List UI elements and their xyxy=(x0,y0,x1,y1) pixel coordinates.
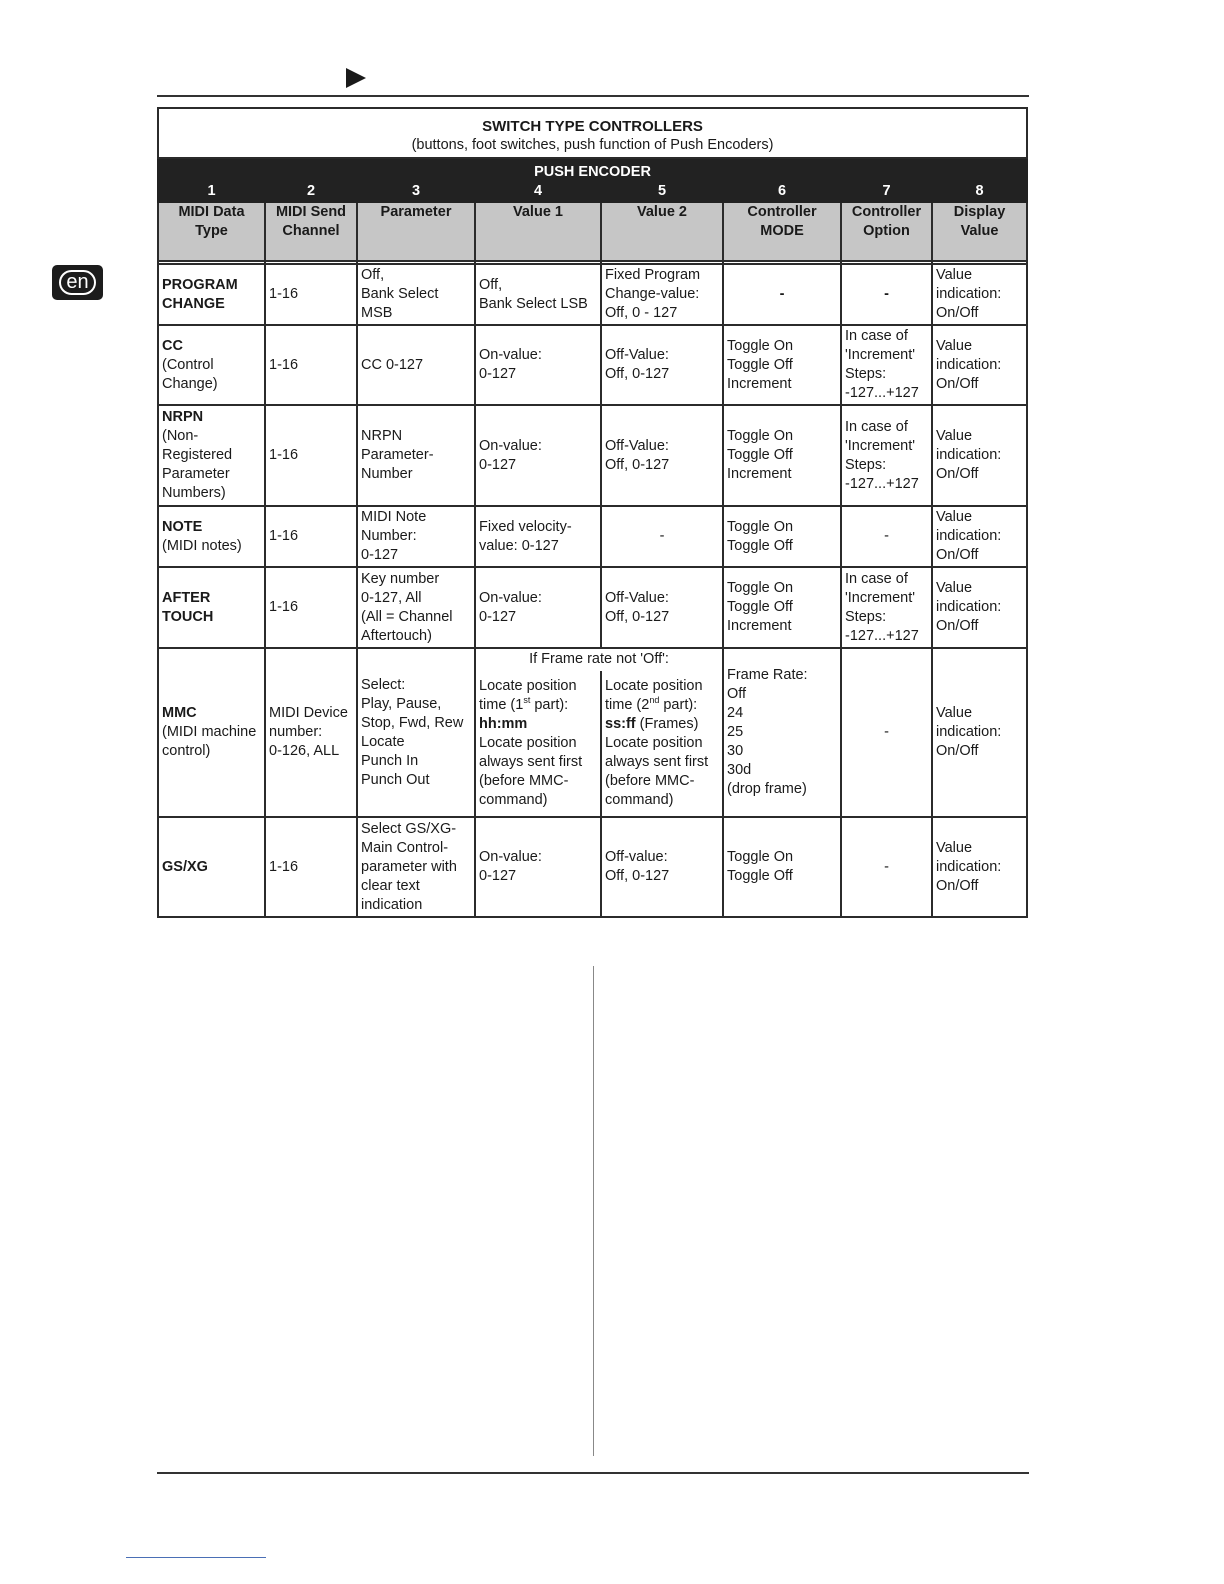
column-header-midi-data-type xyxy=(158,202,265,261)
footer-link-underline xyxy=(126,1557,266,1558)
cell-line: NOTE xyxy=(162,518,203,535)
cell-line: -127...+127 xyxy=(845,627,919,644)
cell-line: Parameter- xyxy=(361,447,434,463)
cell-line: (drop frame) xyxy=(727,781,807,797)
cell-line: NRPN xyxy=(361,428,403,444)
cell-line: Steps: xyxy=(845,456,887,473)
column-header-display-value xyxy=(932,202,1027,261)
cell-line: Off, 0-127 xyxy=(605,868,670,884)
cell-value-1 xyxy=(475,264,601,325)
cell-mode xyxy=(723,817,841,917)
cell-line: Toggle Off xyxy=(727,356,793,373)
column-number: 8 xyxy=(932,182,1027,202)
cell-line: hh:mm xyxy=(479,716,528,732)
column-divider xyxy=(593,966,594,1456)
cell-line: clear text xyxy=(361,877,420,894)
cell-line: control) xyxy=(162,743,211,759)
cell-type xyxy=(158,405,265,506)
table-row xyxy=(158,506,1027,567)
cell-line: Off-Value: xyxy=(605,589,669,606)
cell-line: Punch Out xyxy=(361,771,430,788)
cell-parameter xyxy=(357,405,475,506)
header-line: Option xyxy=(863,223,910,239)
cell-line: MSB xyxy=(361,305,393,321)
cell-option: - xyxy=(841,648,932,817)
cell-line: Toggle On xyxy=(727,428,794,444)
cell-line: Punch In xyxy=(361,752,419,769)
cell-line: Increment xyxy=(727,466,792,482)
table-row xyxy=(158,567,1027,648)
column-number: 2 xyxy=(265,182,357,202)
column-number: 1 xyxy=(158,182,265,202)
cell-line: Locate xyxy=(361,733,405,750)
cell-line: Aftertouch) xyxy=(361,627,432,644)
cell-channel: 1-16 xyxy=(265,817,357,917)
cell-line: On/Off xyxy=(936,466,979,482)
cell-display xyxy=(932,405,1027,506)
cell-mode xyxy=(723,506,841,567)
cell-line: Off xyxy=(727,686,747,702)
cell-mode xyxy=(723,325,841,405)
cell-line: Toggle Off xyxy=(727,599,793,615)
cell-line: 30d xyxy=(727,762,752,778)
cell-line: indication: xyxy=(936,528,1002,544)
cell-type xyxy=(158,648,265,817)
cell-line: Toggle On xyxy=(727,849,794,865)
table-row xyxy=(158,648,1027,671)
cell-line: Numbers) xyxy=(162,485,226,501)
section-arrow-icon xyxy=(346,68,366,88)
cell-line: ss:ff xyxy=(605,716,636,732)
cell-line: Fixed velocity- xyxy=(479,518,572,535)
cell-line: Value xyxy=(936,428,973,444)
cell-line: Value xyxy=(936,337,973,354)
cell-line: On/Off xyxy=(936,743,979,759)
column-header-value-2 xyxy=(601,202,723,261)
cell-value-2 xyxy=(601,671,723,817)
cell-line: 0-127 xyxy=(479,608,517,625)
cell-value-2 xyxy=(601,325,723,405)
cell-value-2 xyxy=(601,567,723,648)
cell-value-1 xyxy=(475,817,601,917)
column-number: 4 xyxy=(475,182,601,202)
cell-type xyxy=(158,325,265,405)
cell-line: indication: xyxy=(936,356,1002,373)
cell-line: - xyxy=(779,286,785,302)
cell-line: command) xyxy=(605,792,674,808)
cell-line: 0-127 xyxy=(361,547,399,563)
cell-line: part): xyxy=(659,697,698,713)
cell-line: 30 xyxy=(727,743,744,759)
column-number: 7 xyxy=(841,182,932,202)
cell-line: Locate position xyxy=(605,678,703,694)
cell-line: In case of xyxy=(845,570,908,587)
cell-mode xyxy=(723,264,841,325)
header-line: Controller xyxy=(851,204,922,220)
header-line: Type xyxy=(195,223,228,239)
cell-parameter xyxy=(357,817,475,917)
cell-line: 0-127 xyxy=(479,366,517,382)
column-number: 6 xyxy=(723,182,841,202)
cell-line: (MIDI machine xyxy=(162,724,257,740)
cell-display xyxy=(932,567,1027,648)
table-title: SWITCH TYPE CONTROLLERS xyxy=(482,118,703,135)
cell-line: Stop, Fwd, Rew xyxy=(361,714,464,731)
cell-line: Toggle On xyxy=(727,337,794,354)
cell-mode xyxy=(723,567,841,648)
cell-line: (MIDI notes) xyxy=(162,537,242,554)
cell-line: Off, xyxy=(361,267,385,283)
cell-line: 'Increment' xyxy=(845,347,916,363)
cell-line: -127...+127 xyxy=(845,475,919,492)
cell-line: (All = Channel xyxy=(361,608,453,625)
header-line: Display xyxy=(953,204,1006,220)
cell-line: On-value: xyxy=(479,589,542,606)
cell-line: (Non- xyxy=(162,428,199,444)
cell-display xyxy=(932,648,1027,817)
cell-line: Toggle Off xyxy=(727,447,793,463)
cell-line: indication: xyxy=(936,286,1002,302)
cell-line: MIDI Note xyxy=(361,509,427,525)
table-subtitle: (buttons, foot switches, push function of Push Encoders) xyxy=(411,137,774,153)
cell-line: 0-127, All xyxy=(361,589,422,606)
header-line: Value xyxy=(960,223,999,239)
cell-line: Increment xyxy=(727,375,792,392)
cell-line: On/Off xyxy=(936,305,979,321)
cell-type xyxy=(158,506,265,567)
cell-line: Play, Pause, xyxy=(361,695,442,712)
table-title-cell xyxy=(158,108,1027,158)
column-header-controller-option xyxy=(841,202,932,261)
cell-line: Parameter xyxy=(162,466,230,482)
header-line: Value 2 xyxy=(637,204,687,220)
superscript: st xyxy=(523,695,531,706)
cell-line: Off-Value: xyxy=(605,347,669,363)
cell-line: Locate position xyxy=(605,735,703,751)
cell-channel: 1-16 xyxy=(265,567,357,648)
superscript: nd xyxy=(649,695,660,706)
cell-value-2 xyxy=(601,264,723,325)
cell-line: On/Off xyxy=(936,547,979,563)
cell-display xyxy=(932,325,1027,405)
cell-line: 0-127 xyxy=(479,868,517,884)
cell-line: indication: xyxy=(936,447,1002,463)
cell-line: indication: xyxy=(936,724,1002,740)
cell-line: NRPN xyxy=(162,409,204,425)
cell-line: time (2 xyxy=(605,697,650,713)
cell-line: Toggle Off xyxy=(727,537,793,554)
language-badge xyxy=(52,265,103,300)
cell-line: Fixed Program xyxy=(605,267,701,283)
column-number: 5 xyxy=(601,182,723,202)
cell-value-1 xyxy=(475,567,601,648)
header-line: MIDI Data xyxy=(178,204,245,220)
header-line: Controller xyxy=(747,204,817,220)
cell-parameter xyxy=(357,648,475,817)
cell-line: Locate position xyxy=(479,678,577,694)
cell-line: MIDI Device xyxy=(269,705,348,721)
cell-line: PROGRAM xyxy=(162,276,238,293)
cell-line: Select: xyxy=(361,676,406,693)
column-header-parameter xyxy=(357,202,475,261)
cell-mode xyxy=(723,648,841,817)
cell-value-1 xyxy=(475,325,601,405)
header-line: Channel xyxy=(282,223,340,239)
cell-value-1 xyxy=(475,405,601,506)
cell-option xyxy=(841,405,932,506)
cell-line: 0-127 xyxy=(479,456,517,473)
cell-line: Bank Select LSB xyxy=(479,295,588,312)
cell-value-2: - xyxy=(601,506,723,567)
cell-line: (Control xyxy=(162,356,214,373)
table-row xyxy=(158,817,1027,917)
cell-display xyxy=(932,817,1027,917)
cell-line: Off-Value: xyxy=(605,437,669,454)
cell-line: (Frames) xyxy=(635,716,699,732)
cell-line: Off, 0-127 xyxy=(605,366,670,382)
cell-line: On/Off xyxy=(936,375,979,392)
header-line: Value 1 xyxy=(513,204,563,220)
cell-parameter xyxy=(357,264,475,325)
cell-line: Bank Select xyxy=(361,286,439,302)
cell-type xyxy=(158,567,265,648)
cell-type xyxy=(158,264,265,325)
cell-line: In case of xyxy=(845,328,908,344)
cell-channel: 1-16 xyxy=(265,405,357,506)
cell-line: 24 xyxy=(727,705,744,721)
cell-line: TOUCH xyxy=(162,608,214,625)
cell-line: 'Increment' xyxy=(845,437,916,454)
cell-line: Locate position xyxy=(479,735,577,751)
cell-value-1 xyxy=(475,506,601,567)
cell-line: value: 0-127 xyxy=(479,537,559,554)
cell-line: CHANGE xyxy=(162,295,225,312)
cell-line: On/Off xyxy=(936,877,979,894)
cell-value-1 xyxy=(475,671,601,817)
cell-line: Steps: xyxy=(845,366,887,382)
cell-line: In case of xyxy=(845,418,908,435)
language-badge-label: en xyxy=(59,270,96,295)
cell-channel: 1-16 xyxy=(265,264,357,325)
cell-value-2 xyxy=(601,405,723,506)
cell-line: Value xyxy=(936,509,973,525)
cell-line: -127...+127 xyxy=(845,385,919,401)
cell-line: Toggle On xyxy=(727,580,794,596)
cell-line: indication xyxy=(361,896,423,913)
cell-option: - xyxy=(841,506,932,567)
cell-line: On/Off xyxy=(936,618,979,634)
cell-channel: 1-16 xyxy=(265,325,357,405)
cell-display xyxy=(932,506,1027,567)
column-number: 3 xyxy=(357,182,475,202)
cell-line: 'Increment' xyxy=(845,589,916,606)
cell-line: On-value: xyxy=(479,437,542,454)
cell-line: 25 xyxy=(727,724,744,740)
cell-line: AFTER xyxy=(162,589,211,606)
cell-line: Number: xyxy=(361,528,417,544)
cell-option: - xyxy=(841,817,932,917)
cell-line: - xyxy=(884,286,889,302)
cell-channel xyxy=(265,648,357,817)
column-header-value-1 xyxy=(475,202,601,261)
cell-line: Frame Rate: xyxy=(727,667,808,683)
cell-line: Value xyxy=(936,839,973,856)
cell-line: time (1 xyxy=(479,697,524,713)
cell-line: Key number xyxy=(361,570,440,587)
column-header-midi-send-channel xyxy=(265,202,357,261)
cell-channel: 1-16 xyxy=(265,506,357,567)
cell-line: Off, 0-127 xyxy=(605,456,670,473)
header-rule xyxy=(157,95,1029,97)
cell-line: Toggle On xyxy=(727,518,794,535)
cell-line: part): xyxy=(530,697,569,713)
cell-line: Main Control- xyxy=(361,839,449,856)
cell-value-2 xyxy=(601,817,723,917)
cell-display xyxy=(932,264,1027,325)
column-header-controller-mode xyxy=(723,202,841,261)
cell-line: always sent first xyxy=(605,754,709,770)
cell-line: Off, 0-127 xyxy=(605,608,670,625)
table-row xyxy=(158,264,1027,325)
cell-mode xyxy=(723,405,841,506)
cell-line: indication: xyxy=(936,858,1002,875)
header-line: MIDI Send xyxy=(275,204,347,220)
cell-line: Value xyxy=(936,705,973,721)
frame-rate-note: If Frame rate not 'Off': xyxy=(475,648,723,671)
cell-line: number: xyxy=(269,724,323,740)
cell-parameter xyxy=(357,506,475,567)
table-row xyxy=(158,405,1027,506)
section-header: PUSH ENCODER xyxy=(158,158,1027,182)
cell-parameter: CC 0-127 xyxy=(357,325,475,405)
cell-option xyxy=(841,264,932,325)
cell-line: Select GS/XG- xyxy=(361,820,457,837)
cell-line: Steps: xyxy=(845,608,887,625)
cell-line: Increment xyxy=(727,618,792,634)
cell-line: On-value: xyxy=(479,347,542,363)
cell-line: (before MMC- xyxy=(605,773,695,789)
footer-rule xyxy=(157,1472,1029,1474)
cell-line: parameter with xyxy=(361,858,457,875)
cell-line: always sent first xyxy=(479,754,583,770)
cell-line: Value xyxy=(936,580,973,596)
cell-line: Value xyxy=(936,267,973,283)
cell-line: command) xyxy=(479,792,548,808)
cell-line: On-value: xyxy=(479,849,542,865)
cell-line: 0-126, ALL xyxy=(269,743,340,759)
table-row xyxy=(158,325,1027,405)
cell-line: MMC xyxy=(162,705,197,721)
cell-line: Change-value: xyxy=(605,286,700,302)
cell-line: CC xyxy=(162,337,183,354)
cell-line: Off, xyxy=(479,276,503,293)
cell-line: indication: xyxy=(936,599,1002,615)
cell-line: (before MMC- xyxy=(479,773,569,789)
switch-controller-table xyxy=(157,107,1028,918)
header-line: MODE xyxy=(760,223,804,239)
cell-option xyxy=(841,325,932,405)
cell-option xyxy=(841,567,932,648)
cell-parameter xyxy=(357,567,475,648)
cell-line: Off-value: xyxy=(605,849,668,865)
cell-line: Toggle Off xyxy=(727,868,793,884)
cell-line: Number xyxy=(361,466,413,482)
header-line: Parameter xyxy=(380,204,452,220)
cell-line: Change) xyxy=(162,375,218,392)
cell-line: Registered xyxy=(162,447,233,463)
cell-type xyxy=(158,817,265,917)
cell-line: GS/XG xyxy=(162,858,208,875)
cell-line: Off, 0 - 127 xyxy=(605,305,678,321)
